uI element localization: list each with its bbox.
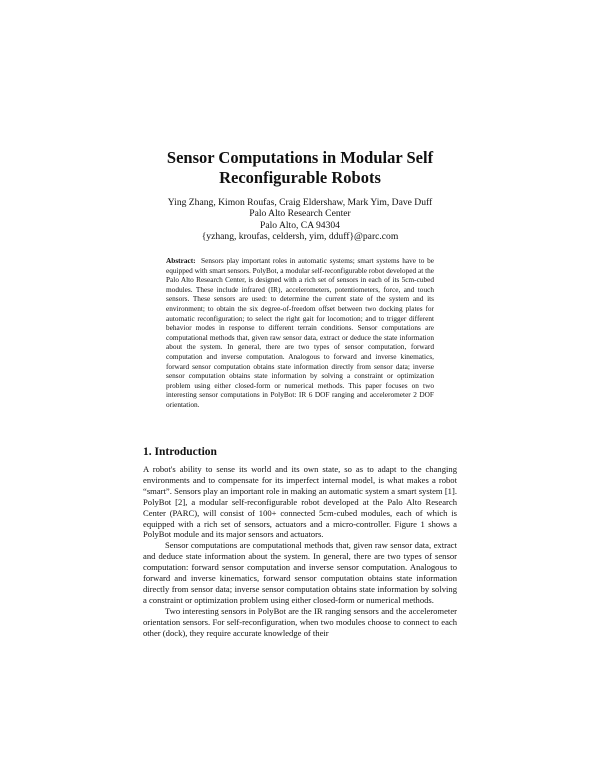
author-block xyxy=(0,197,600,243)
author-emails: {yzhang, kroufas, celdersh, yim, dduff}@parc.com xyxy=(201,231,399,243)
address: Palo Alto, CA 94304 xyxy=(260,219,340,231)
abstract-text: Sensors play important roles in automatic systems; smart systems have to be equipped with smart sensors. PolyBot, a modular self-reconfigurable robot developed at the Palo Alto Research Center, is designed with a rich set of sensors in each of its 5cm-cubed modules. These include infrared (IR), accelerometers, potentiometers, force, and touch sensors. These sensors are used: to determine the current state of the system and its environment; to obtain the six degree-of-freedom offset between two docking plates for automatic reconfiguration; to select the right gait for locomotion; and to trigger different behavior modes in response to different terrain conditions. Sensor computations are computational methods that, given raw sensor data, extract or deduce the state information about the system. In general, there are two types of sensor computation, forward computation and inverse computation. Analogous to forward and inverse kinematics, forward sensor computation obtains state information directly from sensor data; inverse sensor computation obtains state information by solving a constraint or optimization problem using either closed-form or numerical methods. This paper focuses on two interesting sensor computations in PolyBot: IR 6 DOF ranging and accelerometer 2 DOF orientation. xyxy=(166,256,434,409)
paper-title-line-2: Reconfigurable Robots xyxy=(219,167,381,187)
paper-title-line-1: Sensor Computations in Modular Self xyxy=(166,148,434,167)
intro-paragraph-1: A robot's ability to sense its world and its own state, so as to adapt to the changing environments and to compensate for its imperfect internal model, is what makes a robot “smart”. Sensors play an important role in making an automatic system a smart system [1]. PolyBot [2], a modular self-reconfigurable robot developed at the Palo Alto Research Center (PARC), will consist of 100+ connected 5cm-cubed modules, each of which is equipped with a rich set of sensors, actuators and a micro-controller. Figure 1 shows a PolyBot module and its major sensors and actuators. xyxy=(143,464,457,540)
author-list: Ying Zhang, Kimon Roufas, Craig Eldershaw, Mark Yim, Dave Duff xyxy=(167,197,433,208)
intro-paragraph-3: Two interesting sensors in PolyBot are the IR ranging sensors and the accelerometer orientation sensors. For self-reconfiguration, when two modules choose to connect to each other (dock), they require accurate knowledge of their xyxy=(143,605,457,638)
affiliation: Palo Alto Research Center xyxy=(249,208,351,220)
introduction-body xyxy=(143,464,457,639)
abstract xyxy=(166,256,434,410)
intro-paragraph-2: Sensor computations are computational methods that, given raw sensor data, extract and deduce state information about the system. In general, there are two types of sensor computation: forward sensor computation and inverse sensor computation. Analogous to forward and inverse kinematics, forward sensor computation obtains state information directly from sensor data; inverse sensor computation obtains state information by solving a constraint or optimization problem using either closed-form or numerical methods. xyxy=(143,540,457,605)
section-heading-introduction: 1. Introduction xyxy=(143,446,217,458)
paper-title xyxy=(0,148,600,187)
abstract-label: Abstract: xyxy=(166,256,196,265)
